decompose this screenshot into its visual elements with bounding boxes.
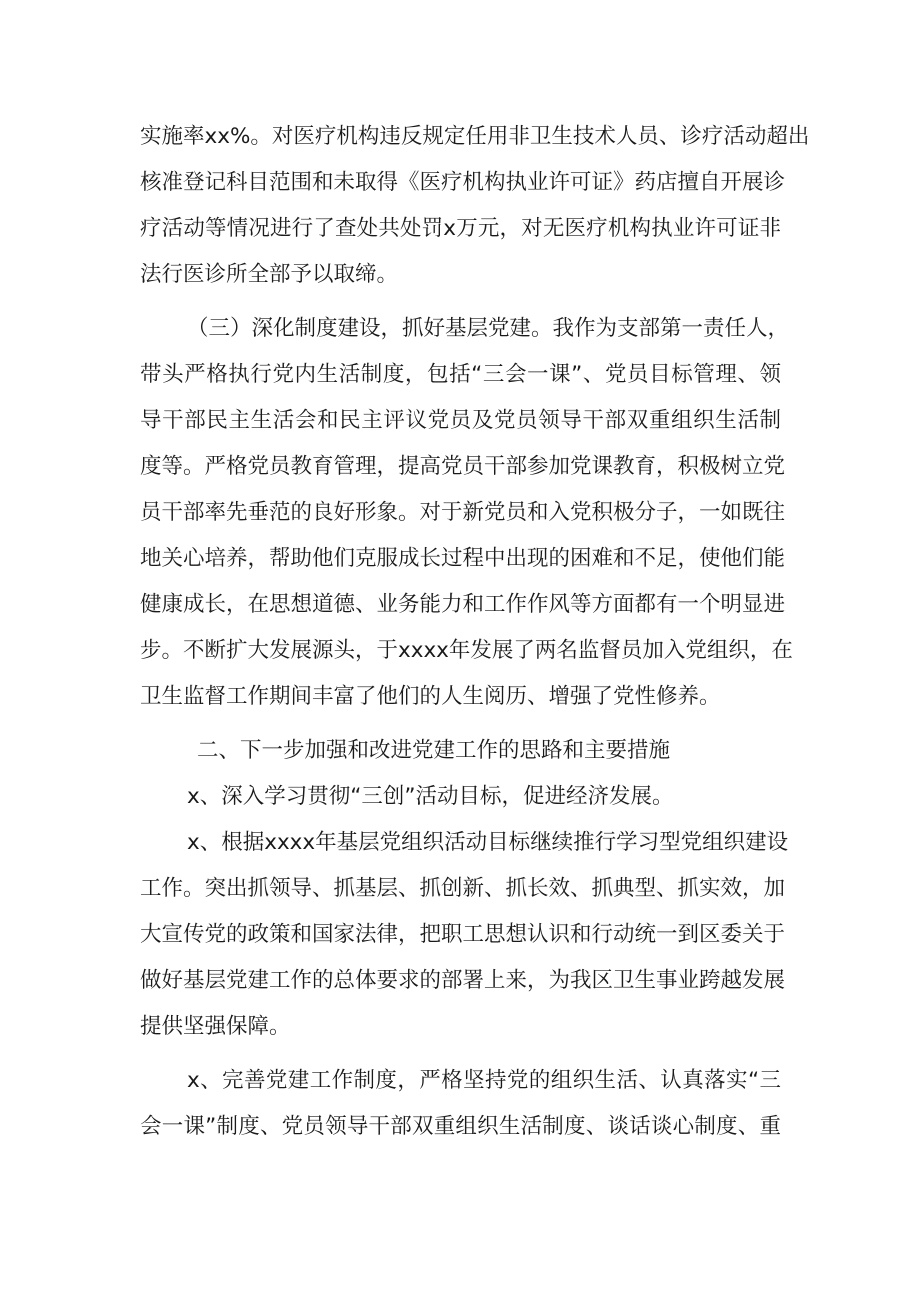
- section-three-line-2: 带头严格执行党内生活制度，包括“三会一课”、党员目标管理、领: [140, 362, 781, 387]
- paragraph-line-3: 疗活动等情况进行了查处共处罚x万元，对无医疗机构执业许可证非: [140, 216, 781, 241]
- measure-three-line-2: 会一课”制度、党员领导干部双重组织生活制度、谈话谈心制度、重: [140, 1114, 781, 1139]
- measure-two-line-2: 工作。突出抓领导、抓基层、抓创新、抓长效、抓典型、抓实效，加: [140, 876, 786, 901]
- section-three-line-6: 地关心培养，帮助他们克服成长过程中出现的困难和不足，使他们能: [140, 546, 786, 571]
- section-three-line-1: （三）深化制度建设，抓好基层党建。我作为支部第一责任人，: [187, 316, 790, 341]
- measure-two-line-5: 提供坚强保障。: [140, 1014, 291, 1039]
- measure-two-line-3: 大宣传党的政策和国家法律，把职工思想认识和行动统一到区委关于: [140, 922, 786, 947]
- section-three-line-3: 导干部民主生活会和民主评议党员及党员领导干部双重组织生活制: [140, 408, 781, 433]
- measure-three-line-1: x、完善党建工作制度，严格坚持党的组织生活、认真落实“三: [187, 1068, 781, 1093]
- section-three-line-4: 度等。严格党员教育管理，提高党员干部参加党课教育，积极树立党: [140, 454, 786, 479]
- paragraph-line-4: 法行医诊所全部予以取缔。: [140, 262, 399, 287]
- measure-two-line-4: 做好基层党建工作的总体要求的部署上来，为我区卫生事业跨越发展: [140, 968, 786, 993]
- measure-one-line: x、深入学习贯彻“三创”活动目标，促进经济发展。: [187, 784, 674, 809]
- paragraph-line-2: 核准登记科目范围和未取得《医疗机构执业许可证》药店擅自开展诊: [140, 170, 786, 195]
- section-three-line-7: 健康成长，在思想道德、业务能力和工作作风等方面都有一个明显进: [140, 592, 786, 617]
- section-two-heading: 二、下一步加强和改进党建工作的思路和主要措施: [197, 738, 671, 763]
- section-three-line-9: 卫生监督工作期间丰富了他们的人生阅历、增强了党性修养。: [140, 684, 721, 709]
- paragraph-line-1: 实施率xx%。对医疗机构违反规定任用非卫生技术人员、诊疗活动超出: [140, 124, 810, 149]
- measure-two-line-1: x、根据xxxx年基层党组织活动目标继续推行学习型党组织建设: [187, 830, 789, 855]
- section-three-line-5: 员干部率先垂范的良好形象。对于新党员和入党积极分子，一如既往: [140, 500, 786, 525]
- section-three-line-8: 步。不断扩大发展源头，于xxxx年发展了两名监督员加入党组织，在: [140, 638, 793, 663]
